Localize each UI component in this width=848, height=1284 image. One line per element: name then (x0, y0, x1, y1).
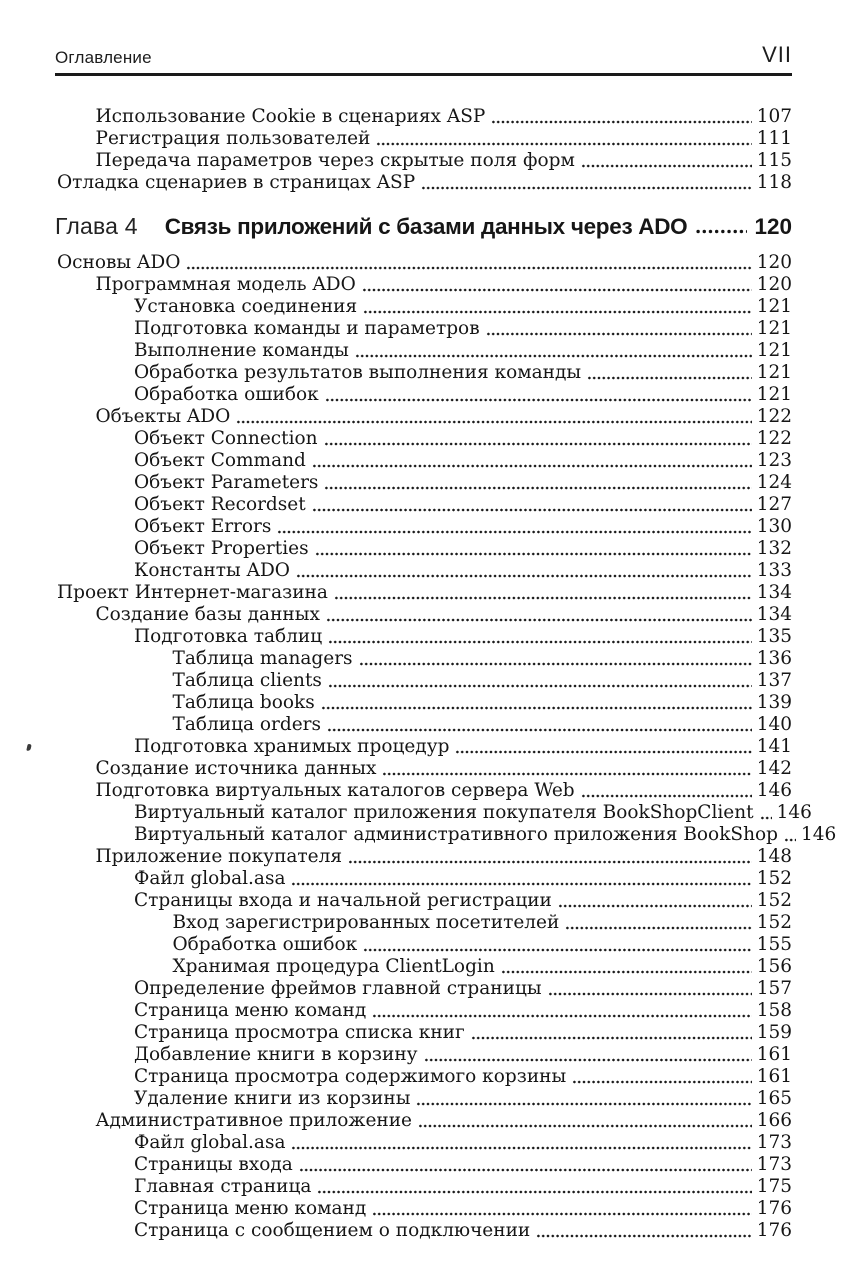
dot-leader (581, 150, 752, 172)
dot-leader (376, 128, 751, 150)
toc-entry-title: Установка соединения (134, 296, 358, 317)
dot-leader (382, 758, 751, 780)
toc-entry (55, 560, 792, 582)
toc-entry (55, 1132, 792, 1154)
toc-entry-page-number: 155 (756, 934, 792, 955)
toc-entry-page-number: 134 (756, 604, 792, 625)
toc-entry-page-number: 115 (756, 150, 792, 171)
dot-leader (186, 252, 751, 274)
dot-leader (548, 978, 752, 1000)
toc-entry-page-number: 161 (756, 1044, 792, 1065)
dot-leader (324, 428, 752, 450)
toc-entry (55, 106, 792, 128)
toc-entry-title: Основы ADO (57, 252, 181, 273)
toc-entry-page-number: 152 (756, 912, 792, 933)
toc-entry-title: Объект Command (134, 450, 306, 471)
dot-leader (362, 274, 752, 296)
chapter-label: Глава 4 (55, 213, 138, 239)
toc-entry (55, 340, 792, 362)
toc-entry-page-number: 124 (756, 472, 792, 493)
toc-entry (55, 670, 792, 692)
toc-entry (55, 406, 792, 428)
toc-entry-title: Файл global.asa (134, 868, 286, 889)
toc-entry (55, 172, 792, 194)
toc-entry (55, 1022, 792, 1044)
dot-leader (299, 1154, 752, 1176)
toc-entry-page-number: 123 (756, 450, 792, 471)
dot-leader (334, 582, 752, 604)
toc-entry (55, 1220, 792, 1242)
dot-leader (486, 318, 752, 340)
toc-entry-title: Подготовка хранимых процедур (134, 736, 450, 757)
dot-leader (355, 340, 752, 362)
chapter-title: Связь приложений с базами данных через ADO (164, 214, 688, 239)
toc-entry-page-number: 141 (756, 736, 792, 757)
toc-entry-page-number: 176 (756, 1220, 792, 1241)
toc-entry (55, 736, 792, 758)
toc-entry-page-number: 120 (756, 252, 792, 273)
toc-entry-page-number: 152 (756, 868, 792, 889)
dot-leader (536, 1220, 751, 1242)
toc-entry (55, 780, 792, 802)
toc-entry-page-number: 133 (756, 560, 792, 581)
toc-entry-title: Отладка сценариев в страницах ASP (57, 172, 416, 193)
toc-entry-title: Обработка ошибок (134, 384, 319, 405)
dot-leader (359, 648, 752, 670)
toc-entry-title: Объект Errors (134, 516, 272, 537)
dot-leader (455, 736, 751, 758)
toc-entry-page-number: 134 (756, 582, 792, 603)
toc-entry-title: Передача параметров через скрытые поля форм (95, 150, 575, 171)
toc-entry-page-number: 136 (756, 648, 792, 669)
toc-entry-title: Файл global.asa (134, 1132, 286, 1153)
dot-leader (315, 538, 752, 560)
toc-entry-page-number: 118 (756, 172, 792, 193)
toc-entry (55, 494, 792, 516)
toc-entry-title: Главная страница (134, 1176, 312, 1197)
dot-leader (416, 1088, 751, 1110)
dot-leader (418, 1110, 752, 1132)
toc-entry (55, 538, 792, 560)
toc-entry-title: Объект Parameters (134, 472, 319, 493)
toc-entry-title: Таблица orders (172, 714, 322, 735)
toc-entry-title: Удаление книги из корзины (134, 1088, 411, 1109)
toc-entry (55, 1154, 792, 1176)
toc-entry-page-number: 142 (756, 758, 792, 779)
toc-entry-title: Виртуальный каталог административного приложения BookShop (134, 824, 778, 845)
toc-entry (55, 934, 792, 956)
dot-leader (321, 692, 752, 714)
toc-entry (55, 1176, 792, 1198)
toc-entry-page-number: 127 (756, 494, 792, 515)
dot-leader (760, 802, 772, 824)
toc-entry-page-number: 121 (756, 296, 792, 317)
toc-entry-title: Страница с сообщением о подключении (134, 1220, 531, 1241)
dot-leader (325, 384, 752, 406)
toc-entry (55, 890, 792, 912)
toc-entry-page-number: 161 (756, 1066, 792, 1087)
dot-leader (291, 1132, 751, 1154)
toc-entry-page-number: 175 (756, 1176, 792, 1197)
toc-entry-title: Использование Cookie в сценариях ASP (95, 106, 486, 127)
toc-pre-chapter-entries (55, 106, 792, 194)
toc-entry-page-number: 121 (756, 318, 792, 339)
toc-entry-page-number: 130 (756, 516, 792, 537)
toc-entry-title: Страницы входа и начальной регистрации (134, 890, 552, 911)
toc-entry-page-number: 121 (756, 362, 792, 383)
toc-entry-page-number: 132 (756, 538, 792, 559)
toc-entry-page-number: 173 (756, 1154, 792, 1175)
dot-leader (348, 846, 752, 868)
toc-entry-title: Подготовка таблиц (134, 626, 323, 647)
running-header-page-number: VII (762, 42, 792, 67)
dot-leader (363, 296, 752, 318)
toc-entry (55, 296, 792, 318)
toc-entry-page-number: 165 (756, 1088, 792, 1109)
toc-entry (55, 384, 792, 406)
dot-leader (327, 714, 752, 736)
scan-artifact-speck (26, 744, 31, 752)
dot-leader (291, 868, 751, 890)
dot-leader (491, 106, 751, 128)
toc-entry (55, 868, 792, 890)
toc-entry-title: Таблица clients (172, 670, 322, 691)
toc-entry (55, 758, 792, 780)
toc-entry (55, 846, 792, 868)
toc-entry-page-number: 158 (756, 1000, 792, 1021)
toc-entry-title: Выполнение команды (134, 340, 349, 361)
running-header (55, 42, 792, 68)
dot-leader (317, 1176, 751, 1198)
toc-entry-title: Добавление книги в корзину (134, 1044, 418, 1065)
toc-entry-title: Объект Connection (134, 428, 318, 449)
toc-entry-title: Таблица managers (172, 648, 353, 669)
toc-entry-title: Вход зарегистрированных посетителей (172, 912, 560, 933)
toc-entry-title: Объект Recordset (134, 494, 306, 515)
dot-leader (784, 824, 796, 846)
toc-entry (55, 626, 792, 648)
toc-entry-title: Административное приложение (95, 1110, 412, 1131)
toc-entry-title: Виртуальный каталог приложения покупателя BookShopClient (134, 802, 754, 823)
toc-entry-title: Обработка ошибок (172, 934, 358, 955)
toc-entry (55, 516, 792, 538)
toc-entry-title: Создание источника данных (95, 758, 377, 779)
toc-entry (55, 450, 792, 472)
dot-leader (421, 172, 752, 194)
dot-leader (363, 934, 752, 956)
toc-entry-page-number: 156 (756, 956, 792, 977)
toc-entry-page-number: 146 (800, 824, 837, 845)
running-header-title: Оглавление (55, 48, 152, 67)
toc-entry-page-number: 121 (756, 384, 792, 405)
dot-leader (558, 890, 752, 912)
toc-entry-page-number: 146 (776, 802, 812, 823)
dot-leader (312, 494, 752, 516)
dot-leader (324, 472, 751, 494)
toc-entry-page-number: 140 (756, 714, 792, 735)
toc-entry-page-number: 135 (756, 626, 792, 647)
toc-entry-page-number: 176 (756, 1198, 792, 1219)
toc-entry (55, 648, 792, 670)
header-rule (55, 73, 792, 76)
toc-entry-page-number: 152 (756, 890, 792, 911)
chapter-page-number: 120 (754, 214, 792, 239)
toc-entry (55, 1088, 792, 1110)
toc-entry-page-number: 159 (756, 1022, 792, 1043)
toc-entry (55, 252, 792, 274)
toc-entry (55, 428, 792, 450)
dot-leader (277, 516, 751, 538)
toc-chapter-entries (55, 252, 837, 1242)
toc-entry (55, 362, 792, 384)
toc-entry-page-number: 137 (756, 670, 792, 691)
toc-entry-title: Подготовка виртуальных каталогов сервера Web (95, 780, 575, 801)
toc-entry-title: Приложение покупателя (95, 846, 343, 867)
dot-leader (312, 450, 752, 472)
toc-entry (55, 802, 812, 824)
toc-entry-page-number: 122 (756, 428, 792, 449)
toc-entry-title: Регистрация пользователей (95, 128, 371, 149)
toc-entry-title: Объект Properties (134, 538, 309, 559)
toc-entry (55, 1044, 792, 1066)
dot-leader (236, 406, 751, 428)
toc-entry-title: Страница просмотра списка книг (134, 1022, 465, 1043)
dot-leader (296, 560, 752, 582)
dot-leader (471, 1022, 752, 1044)
toc-entry-page-number: 121 (756, 340, 792, 361)
toc-entry-page-number: 107 (756, 106, 792, 127)
toc-entry-title: Таблица books (172, 692, 315, 713)
toc-entry (55, 824, 837, 846)
chapter-dot-leader (695, 211, 747, 241)
toc-entry-title: Подготовка команды и параметров (134, 318, 480, 339)
dot-leader (565, 912, 751, 934)
dot-leader (572, 1066, 751, 1088)
toc-entry-title: Страница меню команд (134, 1198, 367, 1219)
dot-leader (424, 1044, 752, 1066)
toc-entry (55, 912, 792, 934)
dot-leader (326, 604, 752, 626)
toc-entry-title: Определение фреймов главной страницы (134, 978, 542, 999)
toc-entry-title: Константы ADO (134, 560, 290, 581)
toc-entry-title: Создание базы данных (95, 604, 320, 625)
toc-entry-title: Страница просмотра содержимого корзины (134, 1066, 567, 1087)
toc-entry-page-number: 173 (756, 1132, 792, 1153)
toc-entry-title: Обработка результатов выполнения команды (134, 362, 582, 383)
toc-entry (55, 604, 792, 626)
dot-leader (587, 362, 752, 384)
toc-entry (55, 714, 792, 736)
toc-entry-page-number: 148 (756, 846, 792, 867)
toc-entry-title: Программная модель ADO (95, 274, 356, 295)
toc-entry-page-number: 166 (756, 1110, 792, 1131)
toc-entry-page-number: 139 (756, 692, 792, 713)
toc-entry-page-number: 146 (756, 780, 792, 801)
toc-entry (55, 128, 792, 150)
toc-entry-title: Страница меню команд (134, 1000, 367, 1021)
toc-entry-page-number: 122 (756, 406, 792, 427)
toc-entry-page-number: 157 (756, 978, 792, 999)
toc-entry-title: Проект Интернет-магазина (57, 582, 328, 603)
toc-entry-title: Страницы входа (134, 1154, 293, 1175)
toc-entry (55, 978, 792, 1000)
dot-leader (372, 1000, 751, 1022)
dot-leader (328, 670, 752, 692)
toc-entry (55, 956, 792, 978)
toc-entry (55, 1066, 792, 1088)
toc-entry (55, 582, 792, 604)
toc-entry (55, 274, 792, 296)
toc-entry (55, 692, 792, 714)
toc-entry-title: Хранимая процедура ClientLogin (172, 956, 495, 977)
chapter-heading (55, 211, 792, 241)
dot-leader (581, 780, 752, 802)
toc-entry-page-number: 111 (756, 128, 792, 149)
toc-entry (55, 150, 792, 172)
toc-entry-page-number: 120 (756, 274, 792, 295)
dot-leader (501, 956, 752, 978)
toc-entry-title: Объекты ADO (95, 406, 231, 427)
toc-entry (55, 318, 792, 340)
dot-leader (328, 626, 752, 648)
toc-entry (55, 1198, 792, 1220)
toc-entry (55, 472, 792, 494)
toc-entry (55, 1110, 792, 1132)
toc-entry (55, 1000, 792, 1022)
dot-leader (372, 1198, 751, 1220)
